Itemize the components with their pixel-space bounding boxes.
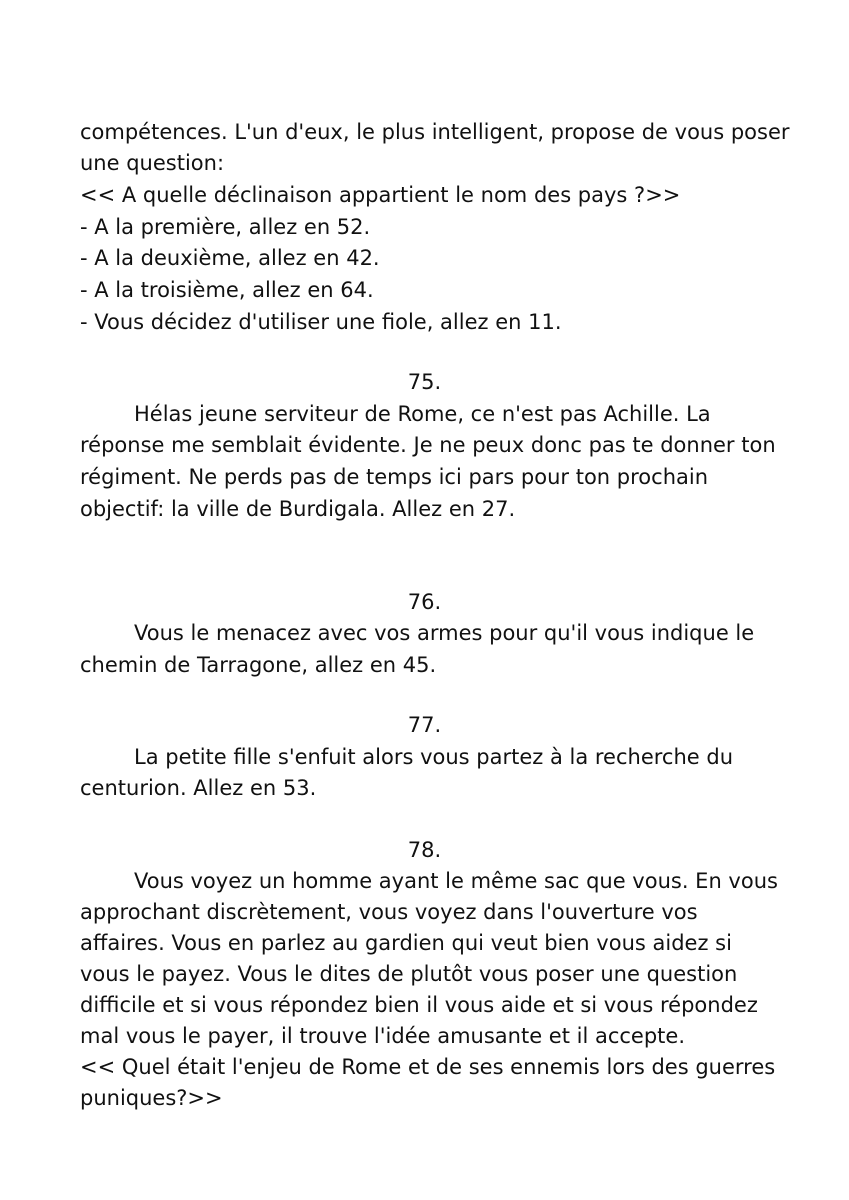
section-line: difficile et si vous répondez bien il vous aide et si vous répondez bbox=[80, 993, 758, 1017]
section-line: Hélas jeune serviteur de Rome, ce n'est pas Achille. La bbox=[134, 402, 711, 426]
section-line: approchant discrètement, vous voyez dans l'ouverture vos bbox=[80, 900, 698, 924]
choice-item: - Vous décidez d'utiliser une fiole, allez en 11. bbox=[80, 310, 562, 334]
section-line: chemin de Tarragone, allez en 45. bbox=[80, 653, 437, 677]
intro-line: compétences. L'un d'eux, le plus intelligent, propose de vous poser bbox=[80, 120, 790, 144]
choice-item: - A la deuxième, allez en 42. bbox=[80, 246, 380, 270]
section-line: affaires. Vous en parlez au gardien qui veut bien vous aidez si bbox=[80, 931, 732, 955]
section-question: << Quel était l'enjeu de Rome et de ses ennemis lors des guerres bbox=[80, 1055, 776, 1079]
section-question: puniques?>> bbox=[80, 1086, 223, 1110]
intro-line: une question: bbox=[80, 151, 225, 175]
choice-item: - A la troisième, allez en 64. bbox=[80, 278, 374, 302]
section-line: vous le payez. Vous le dites de plutôt vous poser une question bbox=[80, 962, 738, 986]
section-number: 78. bbox=[407, 838, 442, 862]
section-number: 77. bbox=[407, 713, 442, 737]
section-line: mal vous le payer, il trouve l'idée amusante et il accepte. bbox=[80, 1024, 686, 1048]
section-line: La petite fille s'enfuit alors vous partez à la recherche du bbox=[134, 745, 734, 769]
section-line: Vous le menacez avec vos armes pour qu'il vous indique le bbox=[134, 621, 755, 645]
section-number: 75. bbox=[407, 370, 442, 394]
section-line: réponse me semblait évidente. Je ne peux donc pas te donner ton bbox=[80, 433, 776, 457]
section-line: objectif: la ville de Burdigala. Allez en 27. bbox=[80, 497, 516, 521]
section-line: régiment. Ne perds pas de temps ici pars pour ton prochain bbox=[80, 465, 709, 489]
section-number: 76. bbox=[407, 590, 442, 614]
section-line: Vous voyez un homme ayant le même sac que vous. En vous bbox=[134, 869, 778, 893]
intro-question: << A quelle déclinaison appartient le nom des pays ?>> bbox=[80, 183, 681, 207]
section-line: centurion. Allez en 53. bbox=[80, 776, 317, 800]
choice-item: - A la première, allez en 52. bbox=[80, 215, 371, 239]
